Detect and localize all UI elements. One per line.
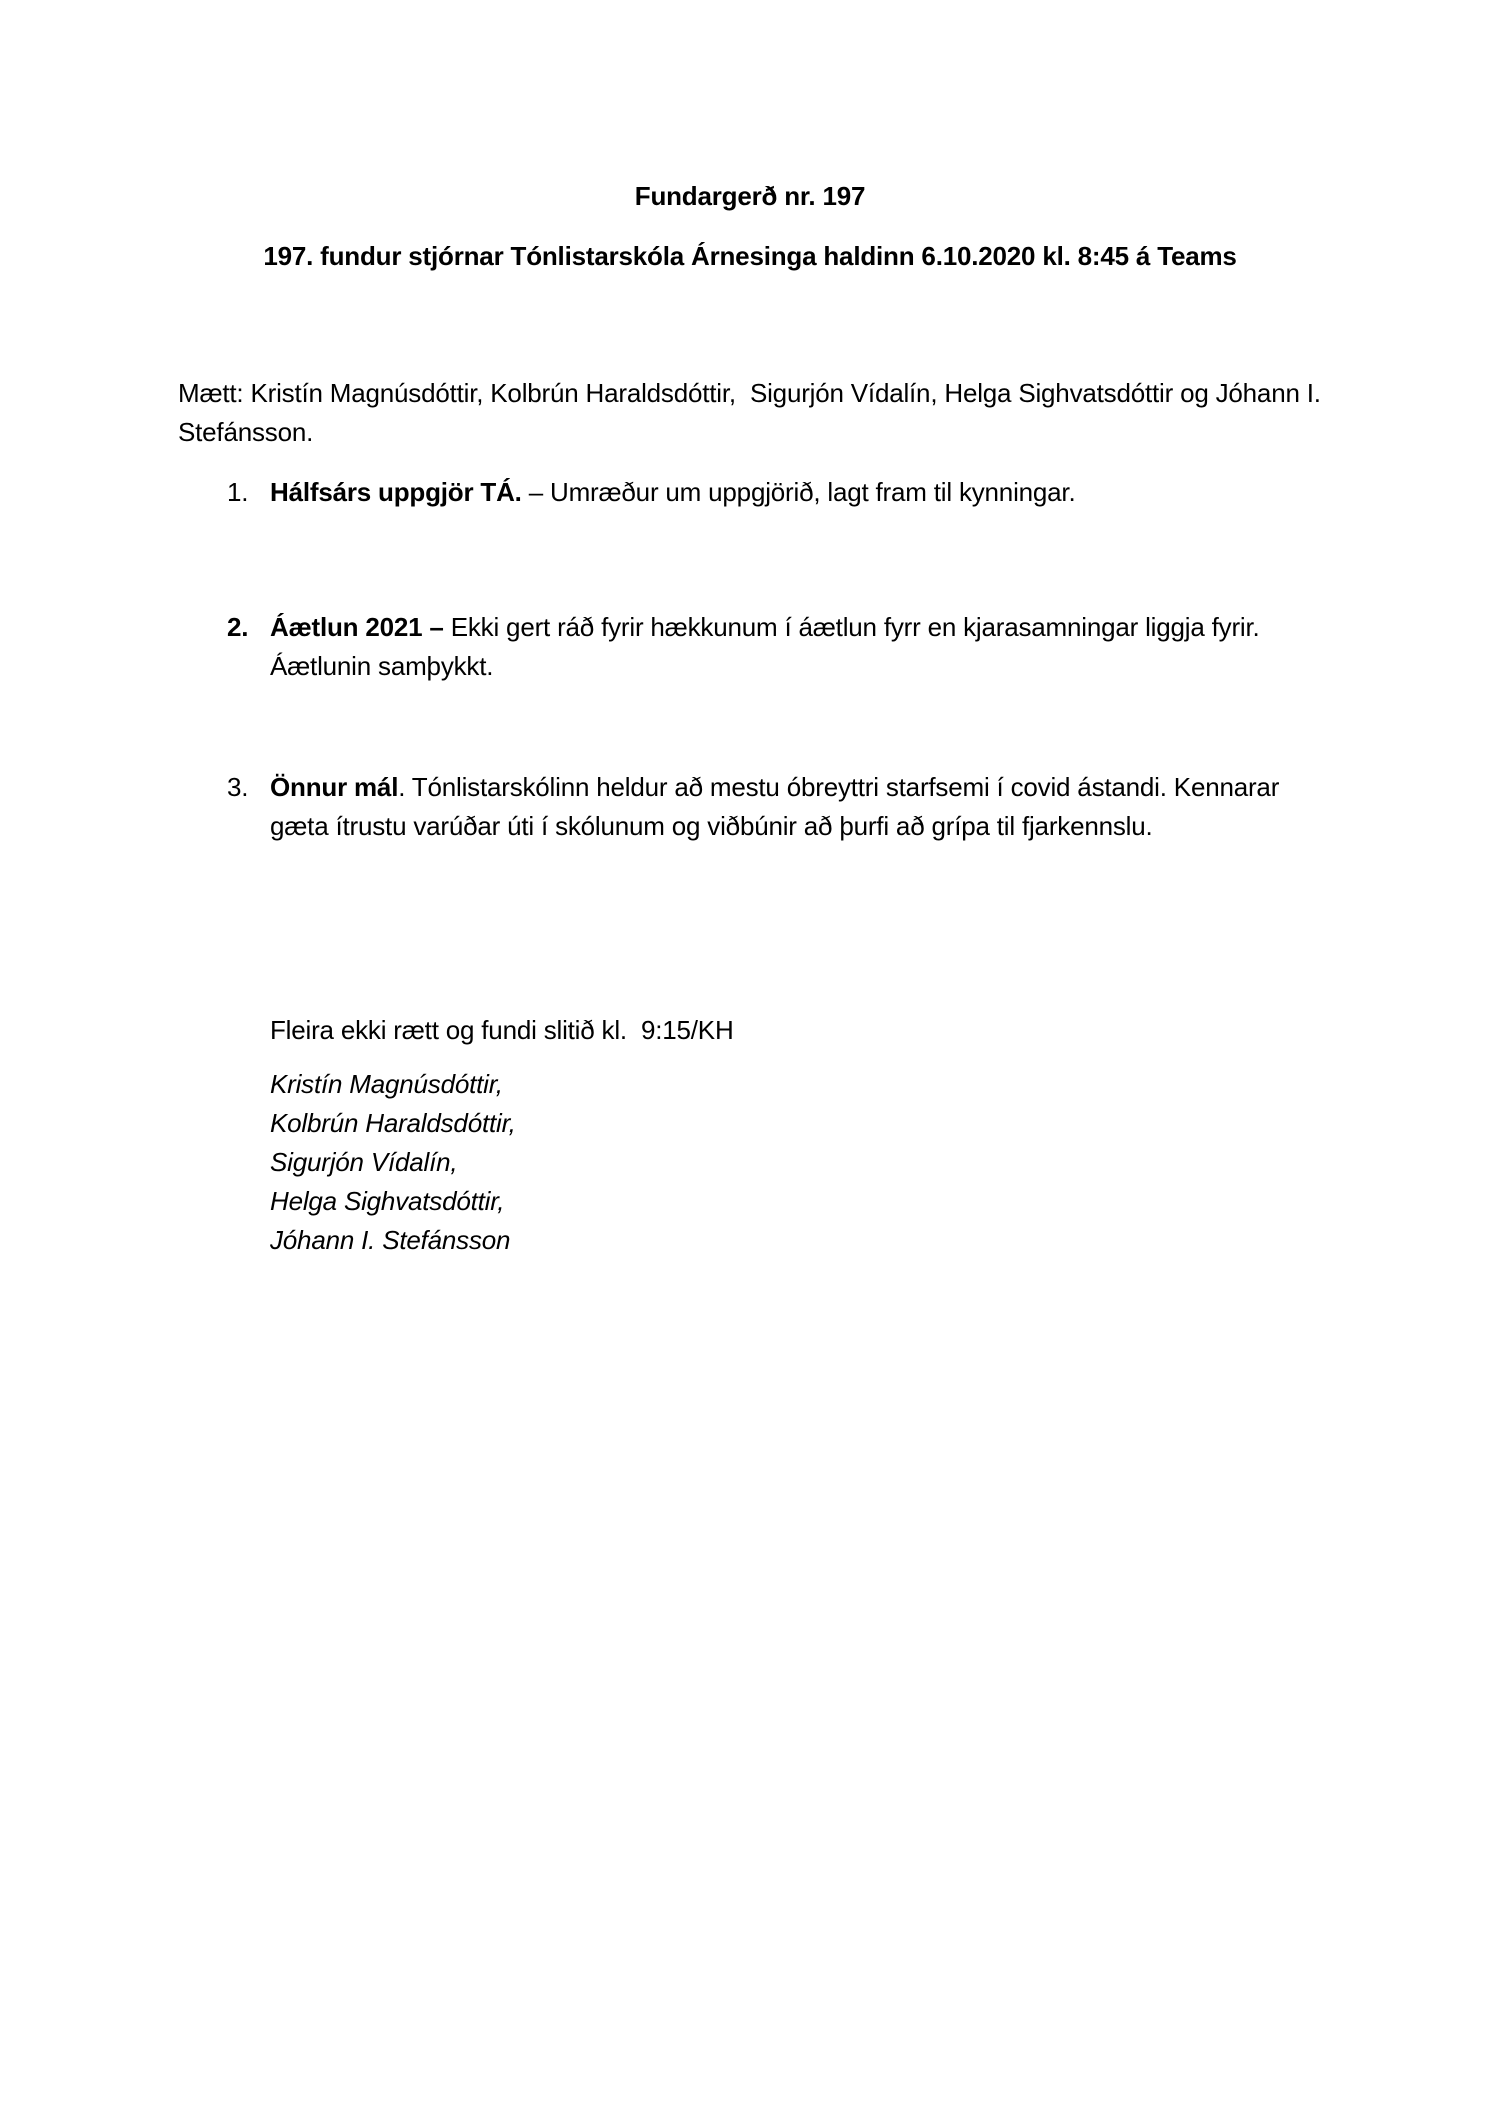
agenda-list — [178, 473, 1322, 846]
signature-name-5: Jóhann I. Stefánsson — [270, 1225, 511, 1255]
agenda-item-3-title: Önnur mál — [270, 772, 399, 802]
agenda-item-1-title: Hálfsárs uppgjör TÁ. — [270, 477, 522, 507]
agenda-item-2-text-line-2: Áætlunin samþykkt. — [270, 651, 494, 681]
agenda-item-2-body — [270, 608, 1322, 686]
agenda-item-3-text-line-1: . Tónlistarskólinn heldur að mestu óbreyttri starfsemi í covid ástandi. Kennarar — [398, 772, 1280, 802]
agenda-item-2-text-line-1: Ekki gert ráð fyrir hækkunum í áætlun fyrr en kjarasamningar liggja fyrir. — [443, 612, 1260, 642]
signature-name-4: Helga Sighvatsdóttir, — [270, 1186, 505, 1216]
agenda-item-3-text-line-2: gæta ítrustu varúðar úti í skólunum og viðbúnir að þurfi að grípa til fjarkennslu. — [270, 811, 1153, 841]
signature-block — [270, 1065, 1322, 1260]
document-subtitle: 197. fundur stjórnar Tónlistarskóla Árnesinga haldinn 6.10.2020 kl. 8:45 á Teams — [263, 241, 1237, 271]
agenda-item-3 — [227, 768, 1322, 846]
agenda-item-3-number: 3. — [227, 772, 249, 802]
agenda-item-1-number: 1. — [227, 477, 249, 507]
attendees-line-2: Stefánsson. — [178, 417, 314, 447]
agenda-item-2-number: 2. — [227, 612, 249, 642]
signature-name-3: Sigurjón Vídalín, — [270, 1147, 458, 1177]
attendees-line-1: Mætt: Kristín Magnúsdóttir, Kolbrún Haraldsdóttir, Sigurjón Vídalín, Helga Sighvatsdóttir og Jóhann I. — [178, 378, 1321, 408]
agenda-item-1 — [227, 473, 1322, 512]
agenda-item-3-line-1 — [270, 768, 1322, 807]
agenda-item-1-body — [270, 473, 1322, 512]
agenda-item-1-text: – Umræður um uppgjörið, lagt fram til kynningar. — [521, 477, 1076, 507]
agenda-item-3-body — [270, 768, 1322, 846]
agenda-item-2 — [227, 608, 1322, 686]
signature-name-1: Kristín Magnúsdóttir, — [270, 1069, 503, 1099]
agenda-item-2-title: Áætlun 2021 – — [270, 612, 444, 642]
attendees-paragraph — [178, 374, 1322, 452]
agenda-item-1-line-1 — [270, 473, 1322, 512]
closing-line: Fleira ekki rætt og fundi slitið kl. 9:15/KH — [270, 1015, 734, 1045]
signature-name-2: Kolbrún Haraldsdóttir, — [270, 1108, 516, 1138]
document-title: Fundargerð nr. 197 — [634, 181, 866, 211]
agenda-item-2-line-1 — [270, 608, 1322, 647]
